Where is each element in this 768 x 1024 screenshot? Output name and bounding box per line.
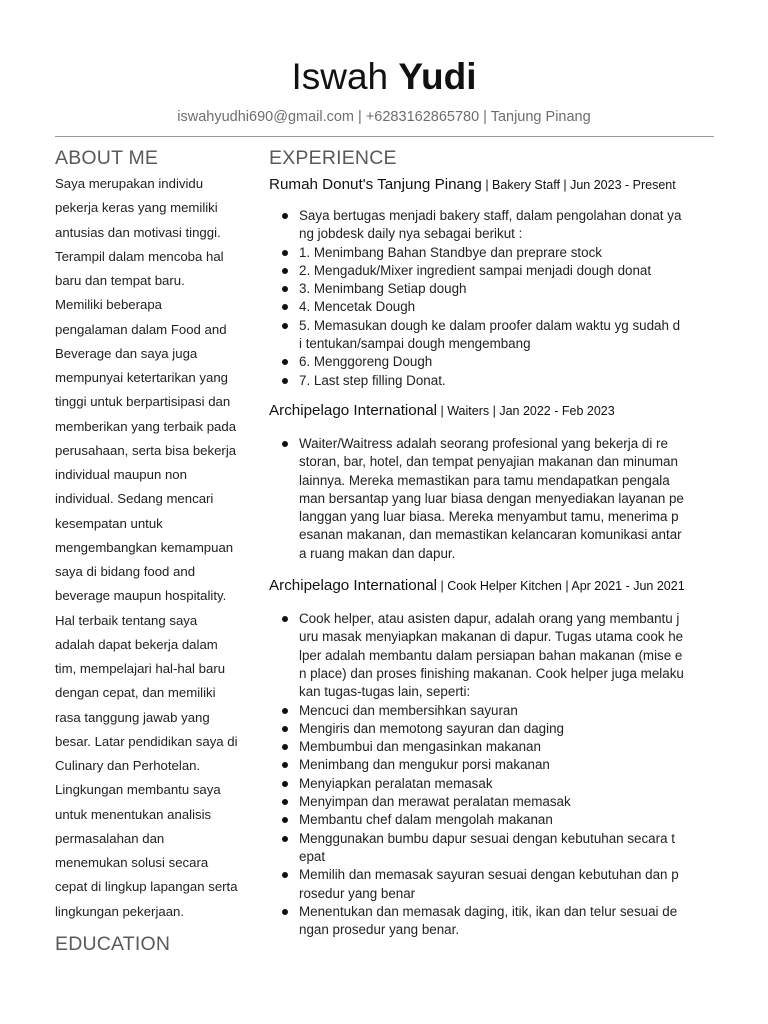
list-item [269,756,719,774]
job-company: Archipelago International [269,401,438,419]
experience-heading: EXPERIENCE [269,147,397,169]
about-me-heading: ABOUT ME [55,147,159,169]
list-item [269,775,719,793]
bullet-icon [282,836,288,842]
about-me-text: Saya merupakan individu pekerja keras yang memiliki antusias dan motivasi tinggi. Terampil dalam mencoba hal baru dan tempat baru. Memiliki beberapa pengalaman dalam Food and Beverage dan saya juga mempunyai ketertarikan yang tinggi untuk berpartisipasi dan memberikan yang terbaik pada perusahaan, serta bisa bekerja individual maupun non individual. Sedang mencari kesempatan untuk mengembangkan kemampuan saya di bidang food and beverage maupun hospitality. Hal terbaik tentang saya adalah dapat bekerja dalam tim, mempelajari hal-hal baru dengan cepat, dan memiliki rasa tanggung jawab yang besar. Latar pendidikan saya di Culinary dan Perhotelan. Lingkungan membantu saya untuk menentukan analisis permasalahan dan menemukan solusi secara cepat di lingkup lapangan serta lingkungan pekerjaan. [55,176,238,919]
list-item [269,702,719,720]
bullet-icon [282,781,288,787]
list-item-text: Cook helper, atau asisten dapur, adalah orang yang membantu j uru masak menyiapkan makanan di dapur. Tugas utama cook he lper adalah membantu dalam persiapan bahan makanan (mise e n place) dan proses finishing makanan. Cook helper juga melaku kan tugas-tugas lain, seperti: [299,611,684,700]
right-column [269,144,719,939]
list-item [269,610,719,701]
header-divider [55,136,714,137]
list-item-text: Memilih dan memasak sayuran sesuai dengan kebutuhan dan p rosedur yang benar [299,867,679,901]
list-item [269,793,719,811]
job-header [269,573,719,599]
job-header [269,172,719,198]
list-item-text: Waiter/Waitress adalah seorang profesional yang bekerja di re storan, bar, hotel, dan tempat penyajian makanan dan minuman lainnya. Mereka memastikan para tamu mendapatkan pengala man bersantap yang luar biasa dengan menyediakan layanan pe langgan yang luar biasa. Mereka menyambut tamu, menerima p esanan makanan, dan memastikan kelancaran komunikasi antar a ruang makan dan dapur. [299,435,684,561]
first-name: Iswah [291,56,389,97]
job-company: Archipelago International [269,577,438,595]
bullet-icon [282,616,288,622]
bullet-icon [282,304,288,310]
list-item-text: Saya bertugas menjadi bakery staff, dalam pengolahan donat ya ng jobdesk daily nya sebagai berikut : [299,208,682,242]
bullet-icon [282,250,288,256]
list-item [269,372,719,390]
job-duties-list [269,207,719,390]
list-item [269,866,719,903]
contact-line: iswahyudhi690@gmail.com | +6283162865780 | Tanjung Pinang [177,109,591,125]
list-item-text: 4. Mencetak Dough [299,299,416,315]
list-item [269,903,719,940]
list-item [269,738,719,756]
list-item-text: Mencuci dan membersihkan sayuran [299,702,518,718]
job-meta: | Waiters | Jan 2022 - Feb 2023 [437,403,615,418]
bullet-icon [282,909,288,915]
list-item-text: 6. Menggoreng Dough [299,354,433,370]
list-item [269,830,719,867]
list-item [269,207,719,244]
job-entry [269,172,719,390]
list-item [269,720,719,738]
bullet-icon [282,441,288,447]
list-item-text: Menimbang dan mengukur porsi makanan [299,757,550,773]
bullet-icon [282,799,288,805]
list-item [269,317,719,354]
bullet-icon [282,323,288,329]
list-item-text: Menyiapkan peralatan memasak [299,775,493,791]
list-item [269,435,719,563]
list-item-text: Menentukan dan memasak daging, itik, ikan dan telur sesuai de ngan prosedur yang benar. [299,903,678,938]
bullet-icon [282,872,288,878]
list-item-text: 1. Menimbang Bahan Standbye dan preprare stock [299,244,602,260]
education-heading: EDUCATION [55,932,171,955]
bullet-icon [282,762,288,768]
list-item [269,353,719,371]
job-header [269,398,719,424]
list-item-text: 2. Mengaduk/Mixer ingredient sampai menjadi dough donat [299,262,652,278]
bullet-icon [282,286,288,292]
list-item [269,298,719,316]
bullet-icon [282,744,288,750]
list-item-text: Menyimpan dan merawat peralatan memasak [299,794,571,810]
list-item [269,262,719,280]
list-item-text: Menggunakan bumbu dapur sesuai dengan kebutuhan secara t epat [299,830,675,864]
left-column [55,144,260,958]
bullet-icon [282,726,288,732]
job-entry [269,573,719,939]
list-item [269,244,719,262]
job-meta: | Bakery Staff | Jun 2023 - Present [481,178,676,192]
list-item [269,280,719,298]
bullet-icon [282,817,288,823]
list-item [269,811,719,829]
list-item-text: Membumbui dan mengasinkan makanan [299,739,541,755]
job-entry [269,398,719,563]
list-item-text: 3. Menimbang Setiap dough [299,281,467,297]
resume-name [0,52,768,102]
bullet-icon [282,268,288,274]
bullet-icon [282,213,288,219]
bullet-icon [282,359,288,365]
job-duties-list [269,610,719,939]
job-duties-list [269,435,719,563]
list-item-text: 5. Memasukan dough ke dalam proofer dalam waktu yg sudah d i tentukan/sampai dough mengembang [299,317,681,352]
list-item-text: Membantu chef dalam mengolah makanan [299,812,553,828]
list-item-text: 7. Last step filling Donat. [299,372,446,388]
job-meta: | Cook Helper Kitchen | Apr 2021 - Jun 2021 [437,579,685,594]
bullet-icon [282,708,288,714]
last-name: Yudi [398,56,477,97]
job-company: Rumah Donut's Tanjung Pinang [269,176,482,193]
bullet-icon [282,378,288,384]
list-item-text: Mengiris dan memotong sayuran dan daging [299,720,565,736]
